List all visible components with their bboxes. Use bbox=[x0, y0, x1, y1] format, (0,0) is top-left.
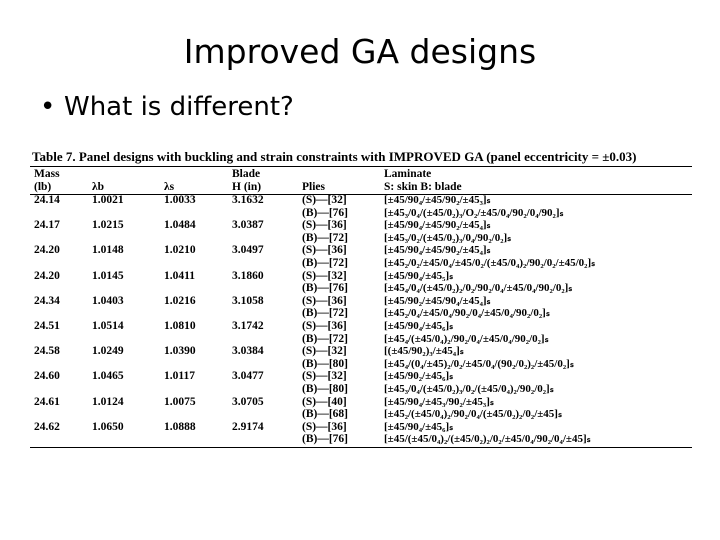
empty-cell bbox=[162, 232, 230, 245]
mass-cell: 24.60 bbox=[34, 370, 60, 383]
empty-cell bbox=[162, 307, 230, 320]
mass-cell: 24.20 bbox=[34, 269, 60, 282]
empty-cell bbox=[90, 358, 162, 371]
blade-plies-cell: (B)—[72] bbox=[302, 256, 348, 269]
empty-cell bbox=[90, 257, 162, 270]
blade-height-cell: 3.0497 bbox=[232, 244, 264, 257]
skin-plies-cell: (S)—[32] bbox=[302, 194, 347, 206]
empty-cell bbox=[162, 333, 230, 346]
table-row bbox=[30, 345, 692, 358]
empty-cell bbox=[30, 282, 90, 295]
header-laminate: Laminate bbox=[384, 168, 432, 180]
mass-cell: 24.61 bbox=[34, 395, 60, 408]
empty-cell bbox=[30, 358, 90, 371]
table-row bbox=[30, 433, 692, 446]
panel-designs-table bbox=[30, 167, 692, 446]
table-row bbox=[30, 207, 692, 220]
lambda-s-cell: 1.0210 bbox=[164, 244, 196, 257]
empty-cell bbox=[90, 207, 162, 220]
lambda-s-cell: 1.0390 bbox=[164, 345, 196, 358]
table-row bbox=[30, 295, 692, 308]
header-laminate-legend: S: skin B: blade bbox=[384, 181, 462, 193]
blade-height-cell: 3.1058 bbox=[232, 294, 264, 307]
table-row bbox=[30, 282, 692, 295]
header-lambda-b-spacer bbox=[90, 167, 162, 181]
blade-height-cell: 3.0384 bbox=[232, 345, 264, 358]
skin-laminate-cell: [±45/90₄/±45₆]ₛ bbox=[384, 319, 454, 332]
blade-height-cell: 3.0477 bbox=[232, 370, 264, 383]
skin-plies-cell: (S)—[36] bbox=[302, 420, 347, 433]
header-lambda-b: λb bbox=[92, 181, 105, 193]
table-row bbox=[30, 370, 692, 383]
skin-plies-cell: (S)—[40] bbox=[302, 395, 347, 408]
skin-laminate-cell: [±45/90₄/±45/90₂/±45₄]ₛ bbox=[384, 219, 491, 232]
blade-plies-cell: (B)—[80] bbox=[302, 382, 348, 395]
table-row bbox=[30, 244, 692, 257]
blade-plies-cell: (B)—[72] bbox=[302, 307, 348, 320]
blade-height-cell: 3.0387 bbox=[232, 219, 264, 232]
header-blade-height: H (in) bbox=[232, 181, 262, 193]
table-row bbox=[30, 194, 692, 207]
table-body bbox=[30, 194, 692, 446]
header-lambda-s: λs bbox=[164, 181, 175, 193]
lambda-s-cell: 1.0216 bbox=[164, 294, 196, 307]
lambda-s-cell: 1.0810 bbox=[164, 319, 196, 332]
mass-cell: 24.20 bbox=[34, 244, 60, 257]
lambda-s-cell: 1.0033 bbox=[164, 194, 196, 206]
header-mass-unit: (lb) bbox=[34, 181, 52, 193]
table-row bbox=[30, 257, 692, 270]
table-row bbox=[30, 396, 692, 409]
skin-laminate-cell: [±45/90₄/±45₃/90₂/±45₃]ₛ bbox=[384, 395, 494, 408]
skin-laminate-cell: [±45/90₂/±45/90₄/±45₄]ₛ bbox=[384, 294, 491, 307]
empty-cell bbox=[30, 307, 90, 320]
empty-cell bbox=[90, 282, 162, 295]
skin-laminate-cell: [±45/90₄/±45/90₂/±45₄]ₛ bbox=[384, 244, 491, 257]
empty-cell bbox=[230, 282, 300, 295]
bullet-dot-icon: • bbox=[40, 92, 56, 122]
skin-plies-cell: (S)—[32] bbox=[302, 370, 347, 383]
table-row bbox=[30, 307, 692, 320]
lambda-b-cell: 1.0403 bbox=[92, 294, 124, 307]
blade-plies-cell: (B)—[80] bbox=[302, 357, 348, 370]
lambda-s-cell: 1.0117 bbox=[164, 370, 195, 383]
empty-cell bbox=[90, 408, 162, 421]
skin-plies-cell: (S)—[32] bbox=[302, 345, 347, 358]
lambda-b-cell: 1.0215 bbox=[92, 219, 124, 232]
blade-laminate-cell: [±45₃/0₂/(±45/0₂)₃/0₄/90₂/0₂]ₛ bbox=[384, 231, 512, 244]
bullet-point bbox=[40, 92, 294, 122]
empty-cell bbox=[30, 232, 90, 245]
empty-cell bbox=[162, 207, 230, 220]
empty-cell bbox=[30, 257, 90, 270]
empty-cell bbox=[230, 358, 300, 371]
table-row bbox=[30, 320, 692, 333]
empty-cell bbox=[230, 383, 300, 396]
table-caption: Table 7. Panel designs with buckling and strain constraints with IMPROVED GA (panel eccentricity = ±0.03) bbox=[32, 149, 637, 164]
skin-plies-cell: (S)—[36] bbox=[302, 244, 347, 257]
empty-cell bbox=[230, 207, 300, 220]
skin-laminate-cell: [±45/90₄/±45₅]ₛ bbox=[384, 269, 454, 282]
empty-cell bbox=[90, 333, 162, 346]
blade-plies-cell: (B)—[68] bbox=[302, 408, 348, 421]
header-mass: Mass bbox=[34, 168, 60, 180]
blade-laminate-cell: [±45₃/0₄/(±45/0₂)₃/O₂/±45/0₄/90₂/0₄/90₂]ₛ bbox=[384, 206, 564, 219]
skin-laminate-cell: [±45/90₂/±45₆]ₛ bbox=[384, 370, 454, 383]
empty-cell bbox=[90, 307, 162, 320]
blade-height-cell: 3.1860 bbox=[232, 269, 264, 282]
empty-cell bbox=[162, 433, 230, 446]
empty-cell bbox=[230, 307, 300, 320]
skin-plies-cell: (S)—[32] bbox=[302, 269, 347, 282]
empty-cell bbox=[230, 232, 300, 245]
table-row bbox=[30, 408, 692, 421]
blade-plies-cell: (B)—[76] bbox=[302, 433, 348, 446]
skin-plies-cell: (S)—[36] bbox=[302, 319, 347, 332]
skin-plies-cell: (S)—[36] bbox=[302, 219, 347, 232]
lambda-s-cell: 1.0411 bbox=[164, 269, 195, 282]
empty-cell bbox=[162, 408, 230, 421]
table-bottom-rule bbox=[30, 447, 692, 448]
lambda-s-cell: 1.0888 bbox=[164, 420, 196, 433]
blade-laminate-cell: [±45₂/(±45/0₄)₂/90₂/0₄/(±45/0₂)₂/0₂/±45]ₛ bbox=[384, 408, 563, 421]
header-plies-spacer bbox=[300, 167, 382, 181]
lambda-b-cell: 1.0145 bbox=[92, 269, 124, 282]
header-lambda-s-spacer bbox=[162, 167, 230, 181]
lambda-b-cell: 1.0465 bbox=[92, 370, 124, 383]
lambda-s-cell: 1.0075 bbox=[164, 395, 196, 408]
empty-cell bbox=[162, 282, 230, 295]
header-blade: Blade bbox=[232, 168, 261, 180]
table-header-row-1 bbox=[30, 167, 692, 181]
empty-cell bbox=[230, 408, 300, 421]
table-row bbox=[30, 270, 692, 283]
table-row bbox=[30, 421, 692, 434]
blade-laminate-cell: [±45₄/0₄/(±45/0₂)₂/0₂/90₂/0₄/±45/0₄/90₂/0₂]ₛ bbox=[384, 282, 573, 295]
blade-laminate-cell: [±45₂/0₂/±45/0₄/±45/0₂/(±45/0₄)₂/90₂/0₂/±45/0₂]ₛ bbox=[384, 256, 596, 269]
blade-plies-cell: (B)—[76] bbox=[302, 206, 348, 219]
mass-cell: 24.62 bbox=[34, 420, 60, 433]
lambda-b-cell: 1.0514 bbox=[92, 319, 124, 332]
empty-cell bbox=[30, 433, 90, 446]
table-row bbox=[30, 383, 692, 396]
blade-height-cell: 3.1742 bbox=[232, 319, 264, 332]
empty-cell bbox=[30, 333, 90, 346]
blade-laminate-cell: [±45₂/0₄/±45/0₄/90₂/0₄/±45/0₄/90₂/0₂]ₛ bbox=[384, 307, 550, 320]
empty-cell bbox=[30, 207, 90, 220]
blade-laminate-cell: [±45/(±45/0₄)₂/(±45/0₂)₂/0₂/±45/0₄/90₂/0₄/±45]ₛ bbox=[384, 433, 591, 446]
empty-cell bbox=[230, 433, 300, 446]
table-row bbox=[30, 232, 692, 245]
table-row bbox=[30, 219, 692, 232]
table-header-row-2 bbox=[30, 181, 692, 194]
mass-cell: 24.58 bbox=[34, 345, 60, 358]
empty-cell bbox=[162, 257, 230, 270]
skin-plies-cell: (S)—[36] bbox=[302, 294, 347, 307]
blade-plies-cell: (B)—[72] bbox=[302, 231, 348, 244]
mass-cell: 24.34 bbox=[34, 294, 60, 307]
empty-cell bbox=[90, 383, 162, 396]
lambda-b-cell: 1.0148 bbox=[92, 244, 124, 257]
blade-laminate-cell: [±45₃/0₄/(±45/0₂)₃/0₂/(±45/0₄)₂/90₂/0₂]ₛ bbox=[384, 382, 554, 395]
skin-laminate-cell: [±45/90₄/±45/90₂/±45₃]ₛ bbox=[384, 194, 491, 206]
blade-plies-cell: (B)—[72] bbox=[302, 332, 348, 345]
blade-height-cell: 3.1632 bbox=[232, 194, 264, 206]
blade-laminate-cell: [±45₄/(±45/0₄)₂/90₂/0₄/±45/0₄/90₂/0₂]ₛ bbox=[384, 332, 549, 345]
empty-cell bbox=[230, 333, 300, 346]
table-row bbox=[30, 333, 692, 346]
mass-cell: 24.17 bbox=[34, 219, 60, 232]
empty-cell bbox=[90, 433, 162, 446]
table-row bbox=[30, 358, 692, 371]
skin-laminate-cell: [(±45/90₂)₃/±45₄]ₛ bbox=[384, 345, 464, 358]
skin-laminate-cell: [±45/90₄/±45₆]ₛ bbox=[384, 420, 454, 433]
header-plies: Plies bbox=[302, 181, 325, 193]
blade-plies-cell: (B)—[76] bbox=[302, 282, 348, 295]
lambda-b-cell: 1.0124 bbox=[92, 395, 124, 408]
empty-cell bbox=[30, 383, 90, 396]
empty-cell bbox=[30, 408, 90, 421]
slide-title: Improved GA designs bbox=[183, 32, 537, 71]
blade-height-cell: 3.0705 bbox=[232, 395, 264, 408]
lambda-b-cell: 1.0021 bbox=[92, 194, 124, 206]
empty-cell bbox=[162, 358, 230, 371]
lambda-b-cell: 1.0249 bbox=[92, 345, 124, 358]
bullet-text: What is different? bbox=[64, 92, 294, 122]
blade-height-cell: 2.9174 bbox=[232, 420, 264, 433]
blade-laminate-cell: [±45₄/(0₄/±45)₂/0₂/±45/0₄/(90₂/0₂)₂/±45/0₂]ₛ bbox=[384, 357, 574, 370]
mass-cell: 24.14 bbox=[34, 194, 60, 206]
lambda-b-cell: 1.0650 bbox=[92, 420, 124, 433]
empty-cell bbox=[162, 383, 230, 396]
lambda-s-cell: 1.0484 bbox=[164, 219, 196, 232]
table-header-rule bbox=[30, 194, 692, 195]
table-figure bbox=[20, 148, 704, 518]
empty-cell bbox=[230, 257, 300, 270]
mass-cell: 24.51 bbox=[34, 319, 60, 332]
empty-cell bbox=[90, 232, 162, 245]
